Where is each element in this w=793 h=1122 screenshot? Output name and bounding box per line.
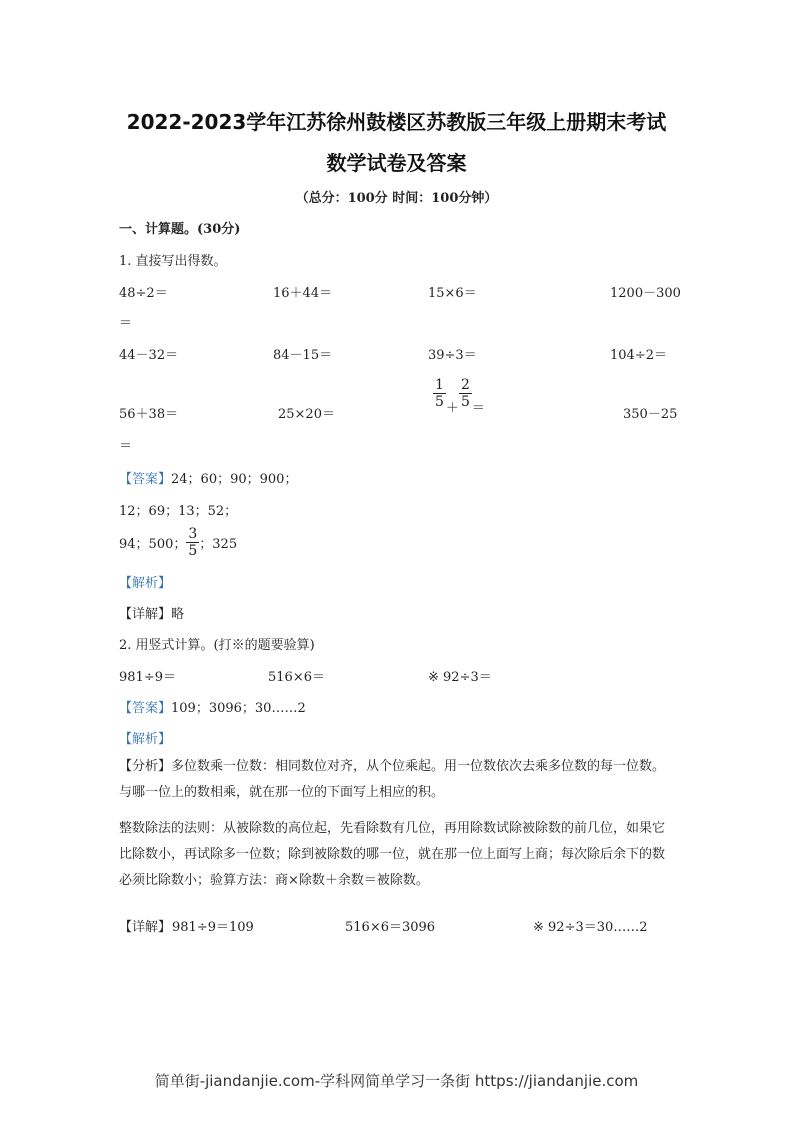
detail-item: 516×6＝3096 xyxy=(345,920,436,935)
calc-item: 15×6＝ xyxy=(428,286,477,301)
footer-watermark: 简单街-jiandanjie.com-学科网简单学习一条街 https://jiandanjie.com xyxy=(154,1072,639,1090)
analysis-paragraph: 【分析】多位数乘一位数：相同数位对齐，从个位乘起。用一位数依次去乘多位数的每一位数。与哪一位上的数相乘，就在那一位的下面写上相应的积。 xyxy=(119,759,666,800)
detail-tag: 【详解】 xyxy=(119,920,172,935)
calc-item: 981÷9＝ xyxy=(119,670,176,685)
page-subtitle: （总分：100分 时间：100分钟） xyxy=(295,191,498,206)
fraction: $\frac{3}{5}$ xyxy=(188,526,198,559)
analysis-tag: 【解析】 xyxy=(119,576,172,591)
calc-item: ※ 92÷3＝ xyxy=(428,670,492,685)
calc-item-wrap: ＝ xyxy=(119,316,133,331)
calc-item: 44－32＝ xyxy=(119,348,179,363)
calc-item: 56＋38＝ xyxy=(119,407,179,422)
detail-item: 981÷9＝109 xyxy=(172,920,254,935)
calc-item: 39÷3＝ xyxy=(428,348,477,363)
equals-sign: ＝ xyxy=(471,401,485,416)
page-title: 2022-2023学年江苏徐州鼓楼区苏教版三年级上册期末考试 xyxy=(126,110,667,134)
calc-item: 16＋44＝ xyxy=(273,286,333,301)
calc-item: 84－15＝ xyxy=(273,348,333,363)
detail-item: ※ 92÷3＝30……2 xyxy=(533,920,648,935)
calc-item-wrap: ＝ xyxy=(119,439,133,454)
detail-line: 【详解】略 xyxy=(119,607,185,622)
question-2-prompt: 2. 用竖式计算。(打※的题要验算) xyxy=(119,638,315,653)
calc-item: 104÷2＝ xyxy=(610,348,667,363)
answer-tag: 【答案】 xyxy=(119,472,172,487)
section-heading: 一、计算题。(30分) xyxy=(119,222,241,237)
analysis-paragraph: 整数除法的法则：从被除数的高位起，先看除数有几位，再用除数试除被除数的前几位，如果它比除数小，再试除多一位数；除到被除数的哪一位，就在那一位上面写上商；每次除后余下的数必须比除数小；验算方法：商×除数＋余数＝被除数。 xyxy=(119,821,666,888)
answer-line: 94；500； $\frac{3}{5}$ ；325 xyxy=(119,526,238,559)
calc-item: 48÷2＝ xyxy=(119,286,168,301)
answer-line: 12；69；13；52； xyxy=(119,504,238,519)
answer-tag: 【答案】 xyxy=(119,701,172,716)
calc-item: 1200－300 xyxy=(610,286,681,301)
calc-item: 516×6＝ xyxy=(268,670,325,685)
question-1-prompt: 1. 直接写出得数。 xyxy=(119,254,227,269)
fraction: $\frac{2}{5}$ xyxy=(460,377,470,410)
answer-line: 【答案】109；3096；30……2 xyxy=(119,701,306,716)
fraction: $\frac{1}{5}$ xyxy=(435,377,444,410)
plus-sign: ＋ xyxy=(445,401,459,416)
fraction-expression xyxy=(433,377,485,416)
analysis-tag: 【解析】 xyxy=(119,732,172,747)
page-title-line2: 数学试卷及答案 xyxy=(326,151,467,175)
calc-item: 25×20＝ xyxy=(278,407,335,422)
answer-line: 【答案】24；60；90；900； xyxy=(119,472,298,487)
calc-item: 350－25 xyxy=(623,407,678,422)
